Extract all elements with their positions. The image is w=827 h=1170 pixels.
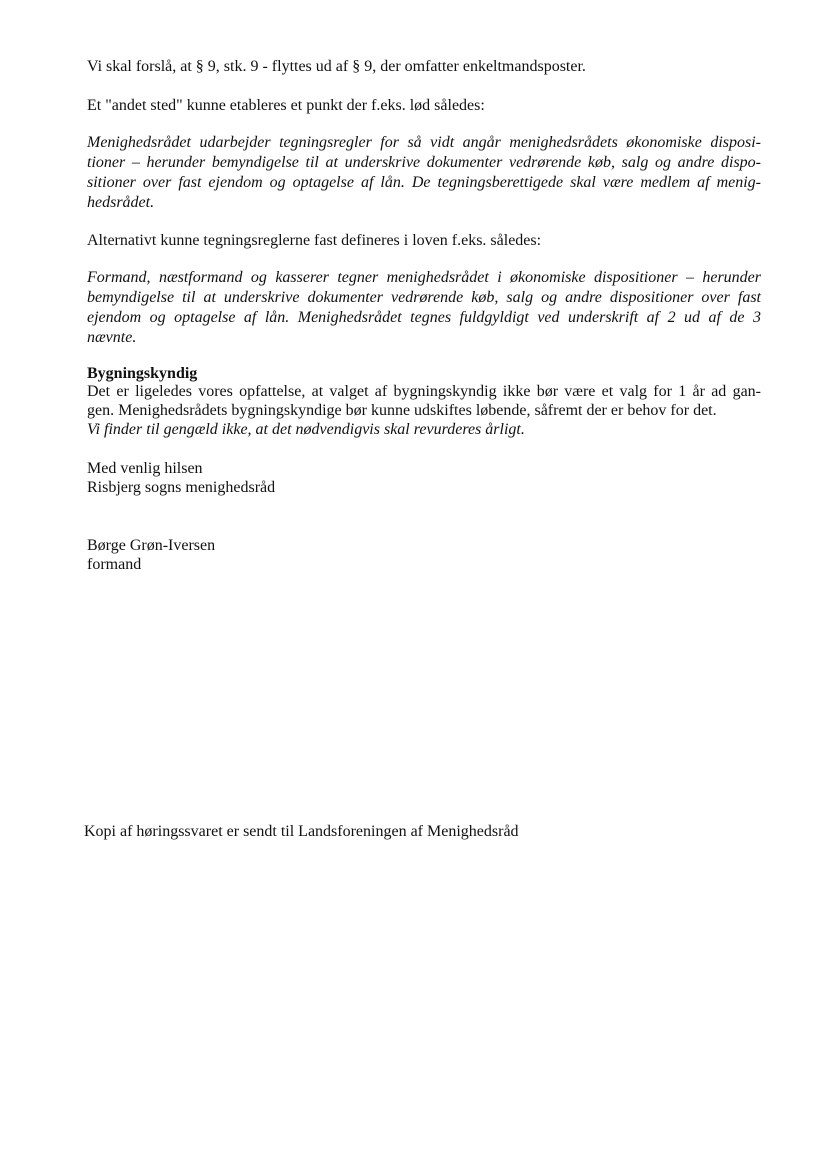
section-heading: Bygningskyndig: [87, 365, 198, 382]
quote-line: sitioner over fast ejendom og optagelse af lån. De tegningsberettigede skal være medlem af menig-: [87, 174, 761, 191]
quote-line: Menighedsrådet udarbejder tegningsregler for så vidt angår menighedsrådets økonomiske disposi-: [87, 134, 761, 151]
quote-signing-rules-law: [87, 268, 761, 348]
paragraph-alternative: Alternativt kunne tegningsreglerne fast defineres i loven f.eks. således:: [87, 232, 542, 249]
signature-title: formand: [87, 556, 142, 573]
signature-name: Børge Grøn-Iversen: [87, 537, 216, 554]
section-italic-line: Vi finder til gengæld ikke, at det nødvendigvis skal revurderes årligt.: [87, 421, 525, 438]
section-line: Det er ligeledes vores opfattelse, at valget af bygningskyndig ikke bør være et valg for 1 år ad gan-: [87, 383, 761, 400]
paragraph-proposal: Vi skal forslå, at § 9, stk. 9 - flyttes ud af § 9, der omfatter enkeltmandsposter.: [87, 58, 586, 75]
quote-signing-rules-board: [87, 133, 761, 213]
quote-line: Formand, næstformand og kasserer tegner menighedsrådet i økonomiske dispositioner – herunder: [87, 269, 761, 286]
quote-line: ejendom og optagelse af lån. Menighedsrådet tegnes fuldgyldigt ved underskrift af 2 ud af de 3: [87, 309, 761, 326]
closing-greeting: Med venlig hilsen: [87, 460, 203, 477]
quote-line: nævnte.: [87, 329, 137, 346]
footer-copy-note: Kopi af høringssvaret er sendt til Landsforeningen af Menighedsråd: [84, 823, 519, 840]
section-body: [87, 382, 761, 439]
section-line: gen. Menighedsrådets bygningskyndige bør kunne udskiftes løbende, såfremt der er behov for det.: [87, 402, 717, 419]
paragraph-intro-example: Et "andet sted" kunne etableres et punkt der f.eks. lød således:: [87, 97, 485, 114]
closing-organization: Risbjerg sogns menighedsråd: [87, 479, 276, 496]
quote-line: hedsrådet.: [87, 194, 155, 211]
quote-line: bemyndigelse til at underskrive dokumenter vedrørende køb, salg og andre dispositioner over fast: [87, 289, 761, 306]
quote-line: tioner – herunder bemyndigelse til at underskrive dokumenter vedrørende køb, salg og andre dispo-: [87, 154, 761, 171]
